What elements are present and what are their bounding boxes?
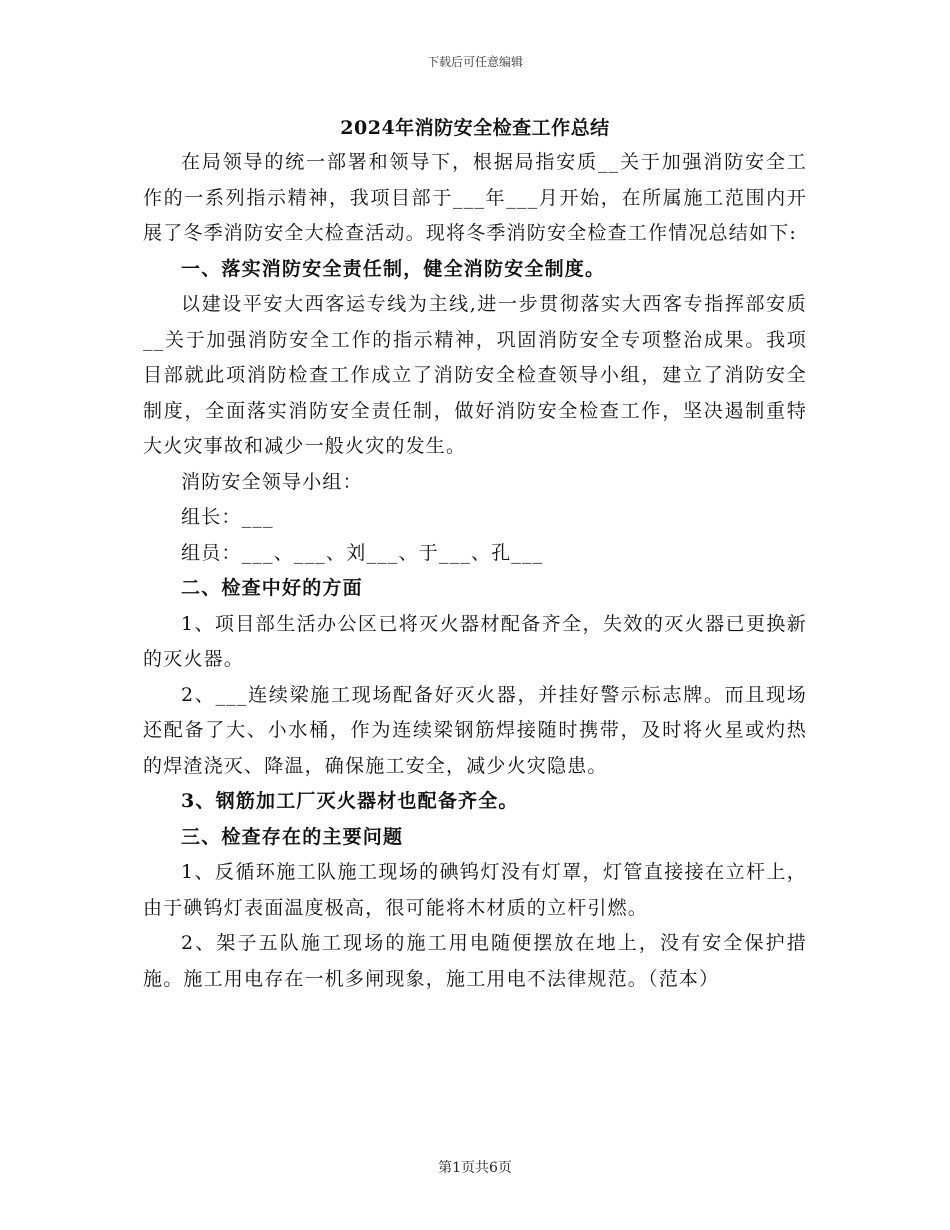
paragraph-intro: 在局领导的统一部署和领导下，根据局指安质__关于加强消防安全工作的一系列指示精神，我项目部于___年___月开始，在所属施工范围内开展了冬季消防安全大检查活动。现将冬季消防安全检查工作情况总结如下: bbox=[143, 151, 807, 244]
paragraph-problem-2: 2、架子五队施工现场的施工用电随便摆放在地上，没有安全保护措施。施工用电存在一机多闸现象，施工用电不法律规范。（范本） bbox=[143, 932, 807, 990]
page-footer: 第1页共6页 bbox=[438, 1160, 512, 1176]
header-note: 下载后可任意编辑 bbox=[426, 55, 523, 69]
document-body bbox=[143, 145, 807, 997]
paragraph-leadership-group: 消防安全领导小组： bbox=[181, 470, 363, 493]
paragraph-group-members: 组员：___、___、刘___、于___、孔___ bbox=[181, 541, 544, 564]
section-heading-3: 三、检查存在的主要问题 bbox=[181, 825, 404, 848]
paragraph-group-leader: 组长：___ bbox=[181, 506, 274, 528]
section-heading-2: 二、检查中好的方面 bbox=[181, 577, 363, 599]
paragraph-problem-1: 1、反循环施工队施工现场的碘钨灯没有灯罩，灯管直接接在立杆上，由于碘钨灯表面温度极高，很可能将木材质的立杆引燃。 bbox=[143, 861, 807, 919]
paragraph-good-3: 3、钢筋加工厂灭火器材也配备齐全。 bbox=[181, 790, 519, 812]
paragraph-section-1: 以建设平安大西客运专线为主线,进一步贯彻落实大西客专指挥部安质__关于加强消防安全工作的指示精神，巩固消防安全专项整治成果。我项目部就此项消防检查工作成立了消防安全检查领导小组，建立了消防安全制度，全面落实消防安全责任制，做好消防安全检查工作，坚决遏制重特大火灾事故和减少一般火灾的发生。 bbox=[143, 293, 807, 457]
paragraph-good-2: 2、___连续梁施工现场配备好灭火器，并挂好警示标志牌。而且现场还配备了大、小水桶，作为连续梁钢筋焊接随时携带，及时将火星或灼热的焊渣浇灭、降温，确保施工安全，减少火灾隐患。 bbox=[143, 683, 807, 777]
section-heading-1: 一、落实消防安全责任制，健全消防安全制度。 bbox=[181, 257, 606, 280]
paragraph-good-1: 1、项目部生活办公区已将灭火器材配备齐全，失效的灭火器已更换新的灭火器。 bbox=[143, 612, 807, 670]
document-title: 2024年消防安全检查工作总结 bbox=[340, 117, 610, 139]
